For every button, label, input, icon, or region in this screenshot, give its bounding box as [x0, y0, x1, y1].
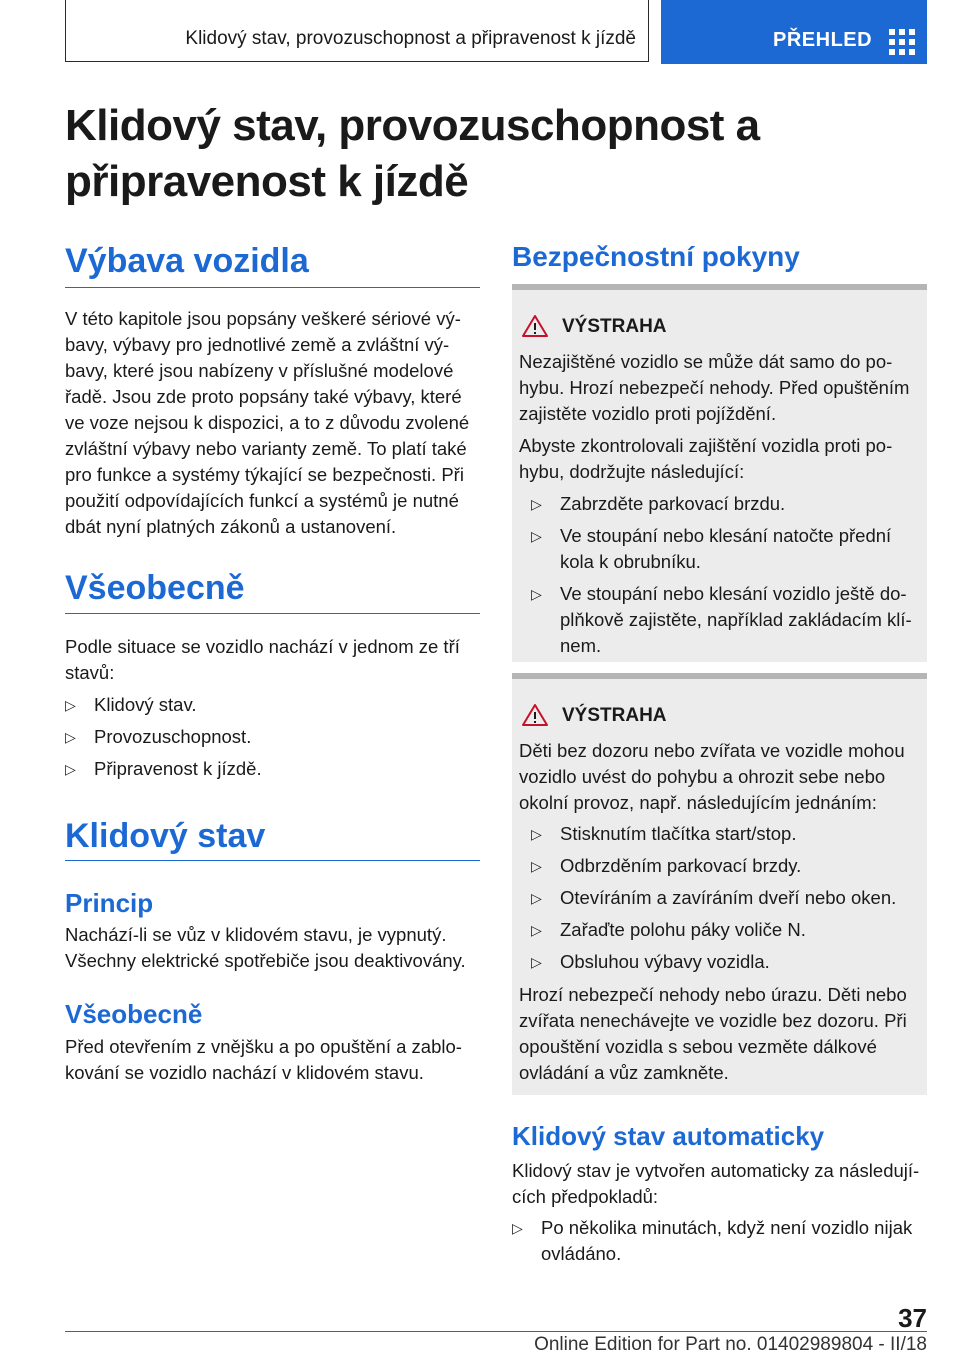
- text-line: Před otevřením z vnějšku a po opuštění a zablo-: [65, 1036, 462, 1057]
- heading-klidovy-stav-automaticky: Klidový stav automaticky: [512, 1121, 825, 1151]
- page-title: Klidový stav, provozuschopnost a připravenost k jízdě: [65, 101, 760, 206]
- bullet-triangle-icon: ▷: [65, 697, 76, 713]
- heading-obecne-2: Všeobecně: [65, 999, 203, 1029]
- text-line: Všechny elektrické spotřebiče jsou deaktivovány.: [65, 950, 466, 971]
- text-line: bavy, výbavy pro jednotlivé země a zvláštní vý-: [65, 334, 450, 355]
- bullet-triangle-icon: ▷: [531, 826, 542, 842]
- heading-bezpecnostni-pokyny: Bezpečnostní pokyny: [512, 241, 800, 272]
- bullet-triangle-icon: ▷: [531, 954, 542, 970]
- text-line: Nachází-li se vůz v klidovém stavu, je vypnutý.: [65, 924, 447, 945]
- text-line: zvířata nenechávejte ve vozidle bez dozoru. Při: [519, 1010, 907, 1031]
- overview-tab-label: PŘEHLED: [773, 29, 873, 51]
- text-line: řadě. Jsou zde proto popsány také výbavy, které: [65, 386, 462, 407]
- text-line: ve voze nejsou k dispozici, a to z důvodu zvolené: [65, 412, 470, 433]
- text-line: stavů:: [65, 662, 115, 683]
- text-line: pro funkce a systémy týkající se bezpečnosti. Při: [65, 464, 464, 485]
- bullet-triangle-icon: ▷: [531, 528, 542, 544]
- grid-icon: [889, 29, 915, 55]
- text-line: Nezajištěné vozidlo se může dát samo do po-: [519, 351, 893, 372]
- text-line: Abyste zkontrolovali zajištění vozidla proti po-: [519, 435, 893, 456]
- text-line: Děti bez dozoru nebo zvířata ve vozidle mohou: [519, 740, 905, 761]
- chapter-tab[interactable]: [65, 0, 649, 62]
- text-line: Klidový stav je vytvořen automaticky za následují-: [512, 1160, 920, 1181]
- warning-triangle-icon: [521, 314, 549, 338]
- warning-box: VÝSTRAHA Nezajištěné vozidlo se může dát samo do po- hybu. Hrozí nebezpečí nehody. Před opuštěním zajistěte vozidlo proti pojíždění. Abyste zkontrolovali zajištění vozidla proti po- hybu, dodržujte následující: ▷ Zabrzděte parkovací brzdu. ▷ Ve stoupání nebo klesání natočte přední kola k obrubníku. ▷ Ve stoupání nebo klesání vozidlo ještě do- plňkově zajistěte, například zakládacím klí- nem.: [512, 284, 927, 662]
- edition-note: Online Edition for Part no. 01402989804 - II/18: [534, 1334, 927, 1355]
- heading-princip: Princip: [65, 888, 154, 918]
- page-number: 37: [898, 1303, 927, 1333]
- footer-divider: [65, 1331, 927, 1332]
- text-line: ovládání a vůz zamkněte.: [519, 1062, 729, 1083]
- bullet-triangle-icon: ▷: [531, 586, 542, 602]
- text-line: zvláštní výbavy nebo varianty země. To platí také: [65, 438, 467, 459]
- text-line: cích předpokladů:: [512, 1186, 659, 1207]
- chapter-tab-label: Klidový stav, provozuschopnost a připravenost k jízdě: [185, 28, 636, 49]
- text-line: Hrozí nebezpečí nehody nebo úrazu. Děti nebo: [519, 984, 907, 1005]
- bullet-triangle-icon: ▷: [65, 729, 76, 745]
- heading-vybava: Výbava vozidla: [65, 240, 480, 288]
- text-line: dbát nyní platných zákonů a ustanovení.: [65, 516, 397, 537]
- warning-box: VÝSTRAHA Děti bez dozoru nebo zvířata ve vozidle mohou vozidlo uvést do pohybu a ohrozit sebe nebo okolní provoz, např. následujícím jednáním: ▷ Stisknutím tlačítka start/stop. ▷ Odbrzděním parkovací brzdy. ▷ Otevíráním a zavíráním dveří nebo oken. ▷ Zařaďte polohu páky voliče N. ▷ Obsluhou výbavy vozidla. Hrozí nebezpečí nehody nebo úrazu. Děti nebo zvířata nenechávejte ve vozidle bez dozoru. Při opouštění vozidla s sebou vezměte dálkové ovládání a vůz zamkněte.: [512, 673, 927, 1095]
- text-line: použití odpovídajících funkcí a systémů je nutné: [65, 490, 459, 511]
- heading-obecne: Všeobecně: [65, 567, 480, 614]
- bullet-triangle-icon: ▷: [531, 496, 542, 512]
- heading-klidovy-stav: Klidový stav: [65, 815, 480, 861]
- text-line: okolní provoz, např. následujícím jednáním:: [519, 792, 877, 813]
- page-header: [65, 0, 927, 64]
- text-line: hybu, dodržujte následující:: [519, 461, 745, 482]
- bullet-triangle-icon: ▷: [531, 890, 542, 906]
- text-line: zajistěte vozidlo proti pojíždění.: [519, 403, 777, 424]
- text-line: Podle situace se vozidlo nachází v jednom ze tří: [65, 636, 460, 657]
- bullet-triangle-icon: ▷: [531, 922, 542, 938]
- text-line: V této kapitole jsou popsány veškeré sériové vý-: [65, 308, 461, 329]
- warning-triangle-icon: [521, 703, 549, 727]
- text-line: bavy, které jsou nabízeny v příslušné modelové: [65, 360, 454, 381]
- bullet-triangle-icon: ▷: [531, 858, 542, 874]
- bullet-triangle-icon: ▷: [512, 1220, 523, 1236]
- text-line: opouštění vozidla s sebou vezměte dálkové: [519, 1036, 877, 1057]
- text-line: kování se vozidlo nachází v klidovém stavu.: [65, 1062, 424, 1083]
- text-line: vozidlo uvést do pohybu a ohrozit sebe nebo: [519, 766, 886, 787]
- overview-tab[interactable]: [661, 0, 927, 64]
- bullet-triangle-icon: ▷: [65, 761, 76, 777]
- text-line: hybu. Hrozí nebezpečí nehody. Před opuštěním: [519, 377, 910, 398]
